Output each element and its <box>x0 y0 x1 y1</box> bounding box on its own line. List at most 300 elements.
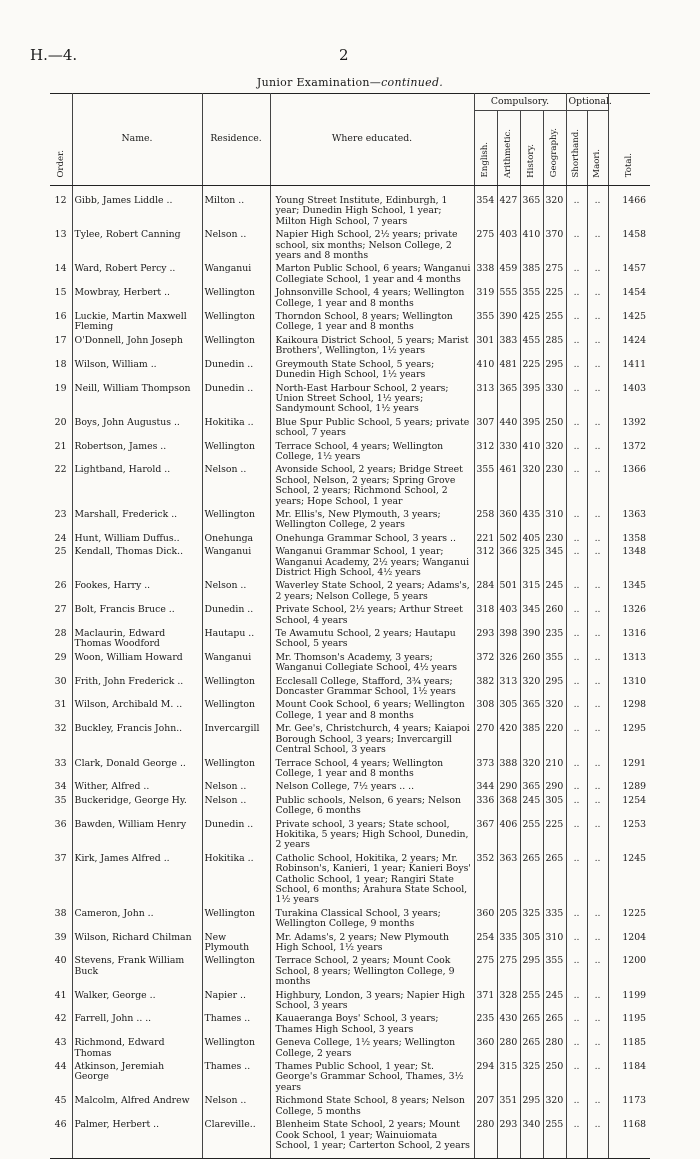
residence-cell: Dunedin .. <box>202 382 270 416</box>
geography-cell: 335 <box>543 907 566 931</box>
english-cell: 312 <box>474 545 497 579</box>
total-cell: 1291 <box>608 757 650 781</box>
history-cell: 315 <box>520 579 543 603</box>
name-cell: Mowbray, Herbert .. <box>72 286 202 310</box>
name-cell: Kirk, James Alfred .. <box>72 852 202 907</box>
table-row <box>50 358 650 382</box>
maori-cell: .. <box>587 698 608 722</box>
table-row <box>50 907 650 931</box>
geography-cell: 255 <box>543 1118 566 1152</box>
geography-cell: 220 <box>543 722 566 756</box>
shorthand-cell: .. <box>566 1094 587 1118</box>
maori-cell: .. <box>587 262 608 286</box>
residence-cell: Wellington <box>202 698 270 722</box>
residence-cell: Wellington <box>202 440 270 464</box>
residence-cell: Dunedin .. <box>202 358 270 382</box>
total-cell: 1345 <box>608 579 650 603</box>
english-cell: 336 <box>474 794 497 818</box>
total-cell: 1454 <box>608 286 650 310</box>
where-cell: Highbury, London, 3 years; Napier High School, 3 years <box>270 989 474 1013</box>
table-row <box>50 794 650 818</box>
history-cell: 365 <box>520 194 543 228</box>
order-cell: 16 <box>54 311 67 323</box>
name-cell: Wither, Alfred .. <box>72 780 202 793</box>
history-cell: 320 <box>520 463 543 508</box>
shorthand-cell: .. <box>566 651 587 675</box>
history-cell: 305 <box>520 931 543 955</box>
where-cell: Ecclesall College, Stafford, 3¾ years; Doncaster Grammar School, 1½ years <box>270 675 474 699</box>
history-cell: 325 <box>520 907 543 931</box>
order-cell: 30 <box>54 675 67 687</box>
order-cell: 17 <box>54 334 67 346</box>
history-cell: 320 <box>520 675 543 699</box>
col-shorthand: Shorthand. <box>566 111 587 186</box>
table-row <box>50 954 650 988</box>
residence-cell: Wellington <box>202 757 270 781</box>
geography-cell: 290 <box>543 780 566 793</box>
order-cell: 24 <box>54 532 67 544</box>
order-cell: 21 <box>54 440 67 452</box>
name-cell: Lightband, Harold .. <box>72 463 202 508</box>
where-cell: Avonside School, 2 years; Bridge Street School, Nelson, 2 years; Spring Grove School, 2 years; Richmond School, 2 years; Hope School, 1 year <box>270 463 474 508</box>
geography-cell: 305 <box>543 794 566 818</box>
english-cell: 313 <box>474 382 497 416</box>
shorthand-cell: .. <box>566 262 587 286</box>
history-cell: 385 <box>520 262 543 286</box>
name-cell: Frith, John Frederick .. <box>72 675 202 699</box>
total-cell: 1316 <box>608 627 650 651</box>
history-cell: 225 <box>520 358 543 382</box>
name-cell: Gibb, James Liddle .. <box>72 194 202 228</box>
bottom-rule <box>50 1152 650 1159</box>
english-cell: 258 <box>474 508 497 532</box>
order-cell: 23 <box>54 508 67 520</box>
english-cell: 307 <box>474 416 497 440</box>
arithmetic-cell: 368 <box>497 794 520 818</box>
residence-cell: Wellington <box>202 675 270 699</box>
where-cell: Terrace School, 4 years; Wellington College, 1 year and 8 months <box>270 757 474 781</box>
total-cell: 1403 <box>608 382 650 416</box>
history-cell: 320 <box>520 757 543 781</box>
order-cell: 31 <box>54 699 67 711</box>
history-cell: 255 <box>520 818 543 852</box>
residence-cell: Nelson .. <box>202 228 270 262</box>
history-cell: 425 <box>520 310 543 334</box>
where-cell: Thames Public School, 1 year; St. George's Grammar School, Thames, 3½ years <box>270 1060 474 1094</box>
name-cell: Ward, Robert Percy .. <box>72 262 202 286</box>
arithmetic-cell: 481 <box>497 358 520 382</box>
geography-cell: 310 <box>543 931 566 955</box>
english-cell: 382 <box>474 675 497 699</box>
residence-cell: Wellington <box>202 1036 270 1060</box>
name-cell: Robertson, James .. <box>72 440 202 464</box>
table-row <box>50 286 650 310</box>
english-cell: 410 <box>474 358 497 382</box>
order-cell: 25 <box>54 546 67 558</box>
name-cell: Boys, John Augustus .. <box>72 416 202 440</box>
maori-cell: .. <box>587 463 608 508</box>
total-cell: 1185 <box>608 1036 650 1060</box>
residence-cell: Wellington <box>202 508 270 532</box>
history-cell: 325 <box>520 1060 543 1094</box>
order-cell: 19 <box>54 382 67 394</box>
geography-cell: 245 <box>543 989 566 1013</box>
arithmetic-cell: 459 <box>497 262 520 286</box>
residence-cell: Thames .. <box>202 1060 270 1094</box>
col-name: Name. <box>72 94 202 186</box>
table-row <box>50 989 650 1013</box>
history-cell: 340 <box>520 1118 543 1152</box>
arithmetic-cell: 555 <box>497 286 520 310</box>
where-cell: Turakina Classical School, 3 years; Wellington College, 9 months <box>270 907 474 931</box>
history-cell: 260 <box>520 651 543 675</box>
col-english: English. <box>474 111 497 186</box>
history-cell: 355 <box>520 286 543 310</box>
total-cell: 1245 <box>608 852 650 907</box>
total-cell: 1348 <box>608 545 650 579</box>
english-cell: 301 <box>474 334 497 358</box>
maori-cell: .. <box>587 954 608 988</box>
where-cell: Blue Spur Public School, 5 years; private school, 7 years <box>270 416 474 440</box>
history-cell: 385 <box>520 722 543 756</box>
shorthand-cell: .. <box>566 334 587 358</box>
total-cell: 1310 <box>608 675 650 699</box>
where-cell: Mr. Thomson's Academy, 3 years; Wanganui Collegiate School, 4½ years <box>270 651 474 675</box>
name-cell: Wilson, Archibald M. .. <box>72 698 202 722</box>
residence-cell: Nelson .. <box>202 579 270 603</box>
total-cell: 1298 <box>608 698 650 722</box>
table-row <box>50 440 650 464</box>
order-cell: 32 <box>54 723 67 735</box>
english-cell: 360 <box>474 1036 497 1060</box>
title-continued: continued. <box>381 76 444 89</box>
arithmetic-cell: 290 <box>497 780 520 793</box>
history-cell: 325 <box>520 545 543 579</box>
shorthand-cell: .. <box>566 675 587 699</box>
name-cell: Buckley, Francis John.. <box>72 722 202 756</box>
residence-cell: Wellington <box>202 334 270 358</box>
col-residence: Residence. <box>202 94 270 186</box>
residence-cell: Wanganui <box>202 651 270 675</box>
table-row <box>50 334 650 358</box>
col-optional: Optional. <box>566 94 608 111</box>
where-cell: Johnsonville School, 4 years; Wellington College, 1 year and 8 months <box>270 286 474 310</box>
table-row <box>50 532 650 545</box>
arithmetic-cell: 351 <box>497 1094 520 1118</box>
english-cell: 280 <box>474 1118 497 1152</box>
shorthand-cell: .. <box>566 794 587 818</box>
maori-cell: .. <box>587 651 608 675</box>
geography-cell: 265 <box>543 852 566 907</box>
maori-cell: .. <box>587 1012 608 1036</box>
where-cell: Young Street Institute, Edinburgh, 1 year; Dunedin High School, 1 year; Milton High School, 7 years <box>270 194 474 228</box>
where-cell: Waverley State School, 2 years; Adams's, 2 years; Nelson College, 5 years <box>270 579 474 603</box>
total-cell: 1195 <box>608 1012 650 1036</box>
geography-cell: 250 <box>543 416 566 440</box>
order-cell: 28 <box>54 628 67 640</box>
residence-cell: Nelson .. <box>202 463 270 508</box>
order-cell: 41 <box>54 989 67 1001</box>
where-cell: Blenheim State School, 2 years; Mount Cook School, 1 year; Wainuiomata School, 1 year; Carterton School, 2 years <box>270 1118 474 1152</box>
geography-cell: 295 <box>543 358 566 382</box>
total-cell: 1366 <box>608 463 650 508</box>
english-cell: 355 <box>474 310 497 334</box>
maori-cell: .. <box>587 532 608 545</box>
name-cell: O'Donnell, John Joseph <box>72 334 202 358</box>
shorthand-cell: .. <box>566 545 587 579</box>
residence-cell: Nelson .. <box>202 780 270 793</box>
english-cell: 294 <box>474 1060 497 1094</box>
geography-cell: 330 <box>543 382 566 416</box>
order-cell: 34 <box>54 781 67 793</box>
shorthand-cell: .. <box>566 310 587 334</box>
arithmetic-cell: 360 <box>497 508 520 532</box>
residence-cell: Wanganui <box>202 545 270 579</box>
table-row <box>50 1118 650 1152</box>
order-cell: 38 <box>54 907 67 919</box>
order-cell: 12 <box>54 195 67 206</box>
total-cell: 1313 <box>608 651 650 675</box>
maori-cell: .. <box>587 818 608 852</box>
geography-cell: 275 <box>543 262 566 286</box>
name-cell: Richmond, Edward Thomas <box>72 1036 202 1060</box>
geography-cell: 265 <box>543 1012 566 1036</box>
table-row <box>50 228 650 262</box>
residence-cell: Hokitika .. <box>202 852 270 907</box>
col-compulsory: Compulsory. <box>474 94 566 111</box>
order-cell: 44 <box>54 1061 67 1073</box>
table-row <box>50 382 650 416</box>
col-geography: Geography. <box>543 111 566 186</box>
total-cell: 1358 <box>608 532 650 545</box>
maori-cell: .. <box>587 579 608 603</box>
table-row <box>50 931 650 955</box>
doc-ref: H.—4. <box>30 46 78 64</box>
order-cell: 36 <box>54 818 67 830</box>
name-cell: Maclaurin, Edward Thomas Woodford <box>72 627 202 651</box>
arithmetic-cell: 390 <box>497 310 520 334</box>
total-cell: 1458 <box>608 228 650 262</box>
maori-cell: .. <box>587 907 608 931</box>
name-cell: Wilson, Richard Chilman <box>72 931 202 955</box>
name-cell: Malcolm, Alfred Andrew <box>72 1094 202 1118</box>
arithmetic-cell: 440 <box>497 416 520 440</box>
total-cell: 1392 <box>608 416 650 440</box>
where-cell: Greymouth State School, 5 years; Dunedin High School, 1½ years <box>270 358 474 382</box>
arithmetic-cell: 365 <box>497 382 520 416</box>
history-cell: 265 <box>520 852 543 907</box>
total-cell: 1204 <box>608 931 650 955</box>
maori-cell: .. <box>587 416 608 440</box>
history-cell: 295 <box>520 1094 543 1118</box>
order-cell: 46 <box>54 1119 67 1131</box>
order-cell: 20 <box>54 416 67 428</box>
english-cell: 293 <box>474 627 497 651</box>
name-cell: Marshall, Frederick .. <box>72 508 202 532</box>
geography-cell: 210 <box>543 757 566 781</box>
shorthand-cell: .. <box>566 440 587 464</box>
residence-cell: Invercargill <box>202 722 270 756</box>
arithmetic-cell: 363 <box>497 852 520 907</box>
name-cell: Neill, William Thompson <box>72 382 202 416</box>
table-row <box>50 1012 650 1036</box>
order-cell: 39 <box>54 931 67 943</box>
history-cell: 390 <box>520 627 543 651</box>
residence-cell: Clareville.. <box>202 1118 270 1152</box>
arithmetic-cell: 366 <box>497 545 520 579</box>
history-cell: 295 <box>520 954 543 988</box>
name-cell: Stevens, Frank William Buck <box>72 954 202 988</box>
where-cell: Mount Cook School, 6 years; Wellington College, 1 year and 8 months <box>270 698 474 722</box>
total-cell: 1253 <box>608 818 650 852</box>
table-row <box>50 698 650 722</box>
english-cell: 338 <box>474 262 497 286</box>
maori-cell: .. <box>587 545 608 579</box>
arithmetic-cell: 330 <box>497 440 520 464</box>
arithmetic-cell: 280 <box>497 1036 520 1060</box>
shorthand-cell: .. <box>566 603 587 627</box>
where-cell: Mr. Ellis's, New Plymouth, 3 years; Wellington College, 2 years <box>270 508 474 532</box>
total-cell: 1372 <box>608 440 650 464</box>
table-row <box>50 818 650 852</box>
arithmetic-cell: 326 <box>497 651 520 675</box>
name-cell: Palmer, Herbert .. <box>72 1118 202 1152</box>
history-cell: 405 <box>520 532 543 545</box>
title-main: Junior Examination— <box>256 76 382 89</box>
shorthand-cell: .. <box>566 1036 587 1060</box>
spacer-row <box>50 186 650 195</box>
name-cell: Buckeridge, George Hy. <box>72 794 202 818</box>
arithmetic-cell: 430 <box>497 1012 520 1036</box>
where-cell: Wanganui Grammar School, 1 year; Wanganui Academy, 2½ years; Wanganui District High School, 4½ years <box>270 545 474 579</box>
arithmetic-cell: 335 <box>497 931 520 955</box>
order-cell: 42 <box>54 1013 67 1025</box>
residence-cell: Wellington <box>202 954 270 988</box>
shorthand-cell: .. <box>566 228 587 262</box>
table-row <box>50 675 650 699</box>
geography-cell: 255 <box>543 310 566 334</box>
arithmetic-cell: 328 <box>497 989 520 1013</box>
geography-cell: 355 <box>543 651 566 675</box>
maori-cell: .. <box>587 358 608 382</box>
where-cell: Terrace School, 2 years; Mount Cook School, 8 years; Wellington College, 9 months <box>270 954 474 988</box>
table-row <box>50 780 650 793</box>
total-cell: 1254 <box>608 794 650 818</box>
table-row <box>50 722 650 756</box>
where-cell: Private School, 2½ years; Arthur Street School, 4 years <box>270 603 474 627</box>
col-history: History. <box>520 111 543 186</box>
name-cell: Clark, Donald George .. <box>72 757 202 781</box>
where-cell: Public schools, Nelson, 6 years; Nelson College, 6 months <box>270 794 474 818</box>
shorthand-cell: .. <box>566 286 587 310</box>
arithmetic-cell: 205 <box>497 907 520 931</box>
shorthand-cell: .. <box>566 579 587 603</box>
geography-cell: 230 <box>543 532 566 545</box>
arithmetic-cell: 501 <box>497 579 520 603</box>
order-cell: 22 <box>54 464 67 476</box>
geography-cell: 225 <box>543 286 566 310</box>
col-arithmetic: Arithmetic. <box>497 111 520 186</box>
history-cell: 265 <box>520 1012 543 1036</box>
maori-cell: .. <box>587 794 608 818</box>
residence-cell: Wellington <box>202 286 270 310</box>
where-cell: Thorndon School, 8 years; Wellington College, 1 year and 8 months <box>270 310 474 334</box>
maori-cell: .. <box>587 757 608 781</box>
geography-cell: 235 <box>543 627 566 651</box>
shorthand-cell: .. <box>566 852 587 907</box>
shorthand-cell: .. <box>566 780 587 793</box>
english-cell: 207 <box>474 1094 497 1118</box>
history-cell: 435 <box>520 508 543 532</box>
maori-cell: .. <box>587 627 608 651</box>
where-cell: Richmond State School, 8 years; Nelson College, 5 months <box>270 1094 474 1118</box>
maori-cell: .. <box>587 675 608 699</box>
where-cell: Mr. Gee's, Christchurch, 4 years; Kaiapoi Borough School, 3 years; Invercargill Central School, 3 years <box>270 722 474 756</box>
english-cell: 318 <box>474 603 497 627</box>
geography-cell: 320 <box>543 440 566 464</box>
residence-cell: Dunedin .. <box>202 603 270 627</box>
where-cell: Nelson College, 7½ years .. .. <box>270 780 474 793</box>
history-cell: 345 <box>520 603 543 627</box>
table-row <box>50 463 650 508</box>
name-cell: Farrell, John .. .. <box>72 1012 202 1036</box>
arithmetic-cell: 388 <box>497 757 520 781</box>
history-cell: 265 <box>520 1036 543 1060</box>
order-cell: 26 <box>54 580 67 592</box>
order-cell: 13 <box>54 229 67 241</box>
geography-cell: 295 <box>543 675 566 699</box>
english-cell: 312 <box>474 440 497 464</box>
col-total: Total. <box>608 94 650 186</box>
arithmetic-cell: 383 <box>497 334 520 358</box>
english-cell: 371 <box>474 989 497 1013</box>
english-cell: 352 <box>474 852 497 907</box>
shorthand-cell: .. <box>566 1060 587 1094</box>
total-cell: 1411 <box>608 358 650 382</box>
table-row <box>50 416 650 440</box>
english-cell: 235 <box>474 1012 497 1036</box>
where-cell: Mr. Adams's, 2 years; New Plymouth High School, 1½ years <box>270 931 474 955</box>
shorthand-cell: .. <box>566 382 587 416</box>
geography-cell: 285 <box>543 334 566 358</box>
total-cell: 1173 <box>608 1094 650 1118</box>
total-cell: 1424 <box>608 334 650 358</box>
maori-cell: .. <box>587 780 608 793</box>
order-cell: 18 <box>54 358 67 370</box>
arithmetic-cell: 398 <box>497 627 520 651</box>
order-cell: 35 <box>54 794 67 806</box>
name-cell: Fookes, Harry .. <box>72 579 202 603</box>
shorthand-cell: .. <box>566 989 587 1013</box>
name-cell: Bolt, Francis Bruce .. <box>72 603 202 627</box>
shorthand-cell: .. <box>566 698 587 722</box>
page-number: 2 <box>339 46 349 64</box>
residence-cell: Nelson .. <box>202 1094 270 1118</box>
order-cell: 45 <box>54 1095 67 1107</box>
where-cell: North-East Harbour School, 2 years; Union Street School, 1½ years; Sandymount School, 1½ years <box>270 382 474 416</box>
total-cell: 1200 <box>608 954 650 988</box>
order-cell: 27 <box>54 604 67 616</box>
shorthand-cell: .. <box>566 1118 587 1152</box>
maori-cell: .. <box>587 931 608 955</box>
name-cell: Atkinson, Jeremiah George <box>72 1060 202 1094</box>
table-row <box>50 579 650 603</box>
name-cell: Cameron, John .. <box>72 907 202 931</box>
total-cell: 1168 <box>608 1118 650 1152</box>
history-cell: 395 <box>520 382 543 416</box>
arithmetic-cell: 315 <box>497 1060 520 1094</box>
total-cell: 1425 <box>608 310 650 334</box>
